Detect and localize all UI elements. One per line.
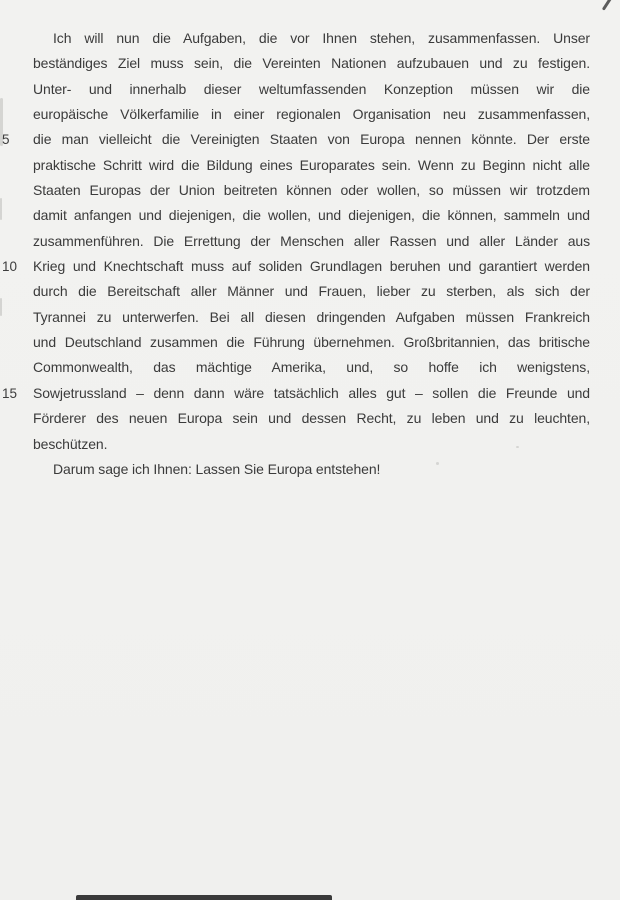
margin-line-number bbox=[0, 432, 33, 457]
margin-line-number bbox=[0, 279, 33, 304]
text-line-content: beständiges Ziel muss sein, die Vereinten Nationen aufzubauen und zu festigen. bbox=[33, 55, 590, 72]
scan-artifact-left-smudge bbox=[0, 98, 3, 146]
text-line bbox=[0, 102, 620, 127]
margin-line-number bbox=[0, 457, 33, 482]
margin-line-number bbox=[0, 51, 33, 76]
text-line-content: Unter- und innerhalb dieser weltumfassenden Konzeption müssen wir die bbox=[33, 80, 590, 97]
text-line-content: Staaten Europas der Union beitreten können oder wollen, so müssen wir trotzdem bbox=[33, 182, 590, 199]
text-line bbox=[0, 305, 620, 330]
margin-line-number bbox=[0, 355, 33, 380]
text-line-content: europäische Völkerfamilie in einer regionalen Organisation neu zusammenfassen, bbox=[33, 106, 590, 123]
margin-line-number bbox=[0, 26, 33, 51]
text-line-content: zusammenführen. Die Errettung der Menschen aller Rassen und aller Länder aus bbox=[33, 232, 590, 249]
margin-line-number bbox=[0, 203, 33, 228]
text-line bbox=[0, 178, 620, 203]
margin-line-number bbox=[0, 406, 33, 431]
text-line-content: Darum sage ich Ihnen: Lassen Sie Europa entstehen! bbox=[53, 460, 381, 477]
margin-line-number bbox=[0, 77, 33, 102]
text-line bbox=[0, 153, 620, 178]
text-line-content: und Deutschland zusammen die Führung übernehmen. Großbritannien, das britische bbox=[33, 334, 590, 351]
scan-artifact-bottom-bar bbox=[76, 895, 332, 900]
text-line-content: beschützen. bbox=[33, 435, 108, 452]
text-line bbox=[0, 127, 620, 152]
text-line bbox=[0, 77, 620, 102]
scan-artifact-speck bbox=[516, 446, 519, 448]
text-line-content: Krieg und Knechtschaft muss auf soliden Grundlagen beruhen und garantiert werden bbox=[33, 258, 590, 275]
text-line bbox=[0, 254, 620, 279]
margin-line-number bbox=[0, 102, 33, 127]
text-line bbox=[0, 355, 620, 380]
text-line bbox=[0, 330, 620, 355]
scan-artifact-speck bbox=[436, 462, 439, 465]
text-block bbox=[0, 26, 620, 482]
scan-artifact-left-smudge bbox=[0, 198, 2, 220]
text-line bbox=[0, 406, 620, 431]
text-line bbox=[0, 279, 620, 304]
text-line bbox=[0, 51, 620, 76]
text-line bbox=[0, 432, 620, 457]
text-line-content: praktische Schritt wird die Bildung eines Europarates sein. Wenn zu Beginn nicht alle bbox=[33, 156, 590, 173]
pen-stroke-corner-mark bbox=[601, 0, 612, 10]
text-line-content: Commonwealth, das mächtige Amerika, und, so hoffe ich wenigstens, bbox=[33, 359, 590, 376]
scan-artifact-left-smudge bbox=[0, 298, 2, 316]
text-line-content: Förderer des neuen Europa sein und dessen Recht, zu leben und zu leuchten, bbox=[33, 410, 590, 427]
margin-line-number bbox=[0, 153, 33, 178]
margin-line-number bbox=[0, 229, 33, 254]
margin-line-number bbox=[0, 178, 33, 203]
text-line-content: Tyrannei zu unterwerfen. Bei all diesen dringenden Aufgaben müssen Frankreich bbox=[33, 308, 590, 325]
margin-line-number bbox=[0, 330, 33, 355]
text-line bbox=[0, 457, 620, 482]
text-line-content: durch die Bereitschaft aller Männer und Frauen, lieber zu sterben, als sich der bbox=[33, 283, 590, 300]
margin-line-number: 10 bbox=[2, 259, 18, 275]
margin-line-number: 15 bbox=[2, 385, 18, 401]
text-line-content: die man vielleicht die Vereinigten Staaten von Europa nennen könnte. Der erste bbox=[33, 131, 590, 148]
text-line bbox=[0, 203, 620, 228]
text-line bbox=[0, 229, 620, 254]
text-line-content: Ich will nun die Aufgaben, die vor Ihnen stehen, zusammenfassen. Unser bbox=[53, 30, 590, 46]
text-line bbox=[0, 381, 620, 406]
text-line-content: damit anfangen und diejenigen, die wollen, und diejenigen, die können, sammeln und bbox=[33, 207, 590, 224]
text-line-content: Sowjetrussland – denn dann wäre tatsächlich alles gut – sollen die Freunde und bbox=[33, 384, 590, 401]
margin-line-number bbox=[0, 305, 33, 330]
text-line bbox=[0, 26, 620, 51]
margin-line-number: 5 bbox=[2, 132, 10, 148]
